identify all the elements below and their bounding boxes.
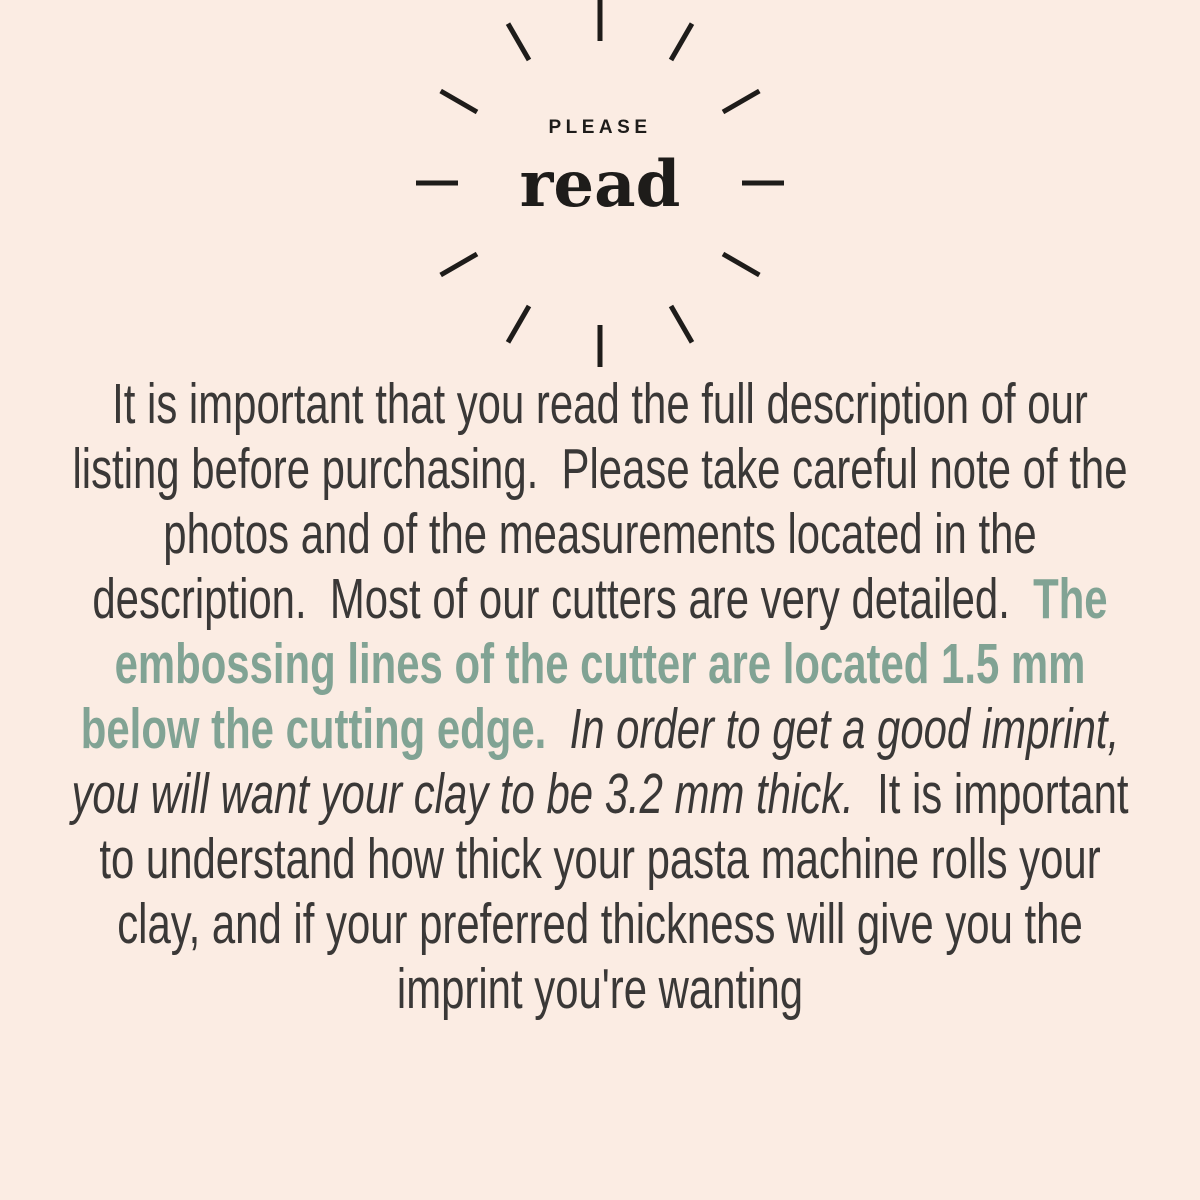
eyebrow-text: PLEASE [548,117,652,138]
title-text: read [519,147,681,222]
paragraph-segment-regular [546,697,569,761]
paragraph-segment-bold-green: The embossing lines of the cutter are located 1.5 mm below the cutting edge. [80,567,1120,761]
paragraph-segment-italic: In order to get a good imprint, you will want your clay to be 3.2 mm thick. [71,697,1131,826]
paragraph-segment-regular: It is important that you read the full description of our listing before purchasing. Please take careful note of the photos and of the measurements located in the description. Most of our cutters are very detailed. [72,372,1140,631]
body-paragraph [56,372,1144,1022]
paragraph-segment-regular: It is important to understand how thick your pasta machine rolls your clay, and if your preferred thickness will give you the imprint you're wanting [99,762,1141,1021]
